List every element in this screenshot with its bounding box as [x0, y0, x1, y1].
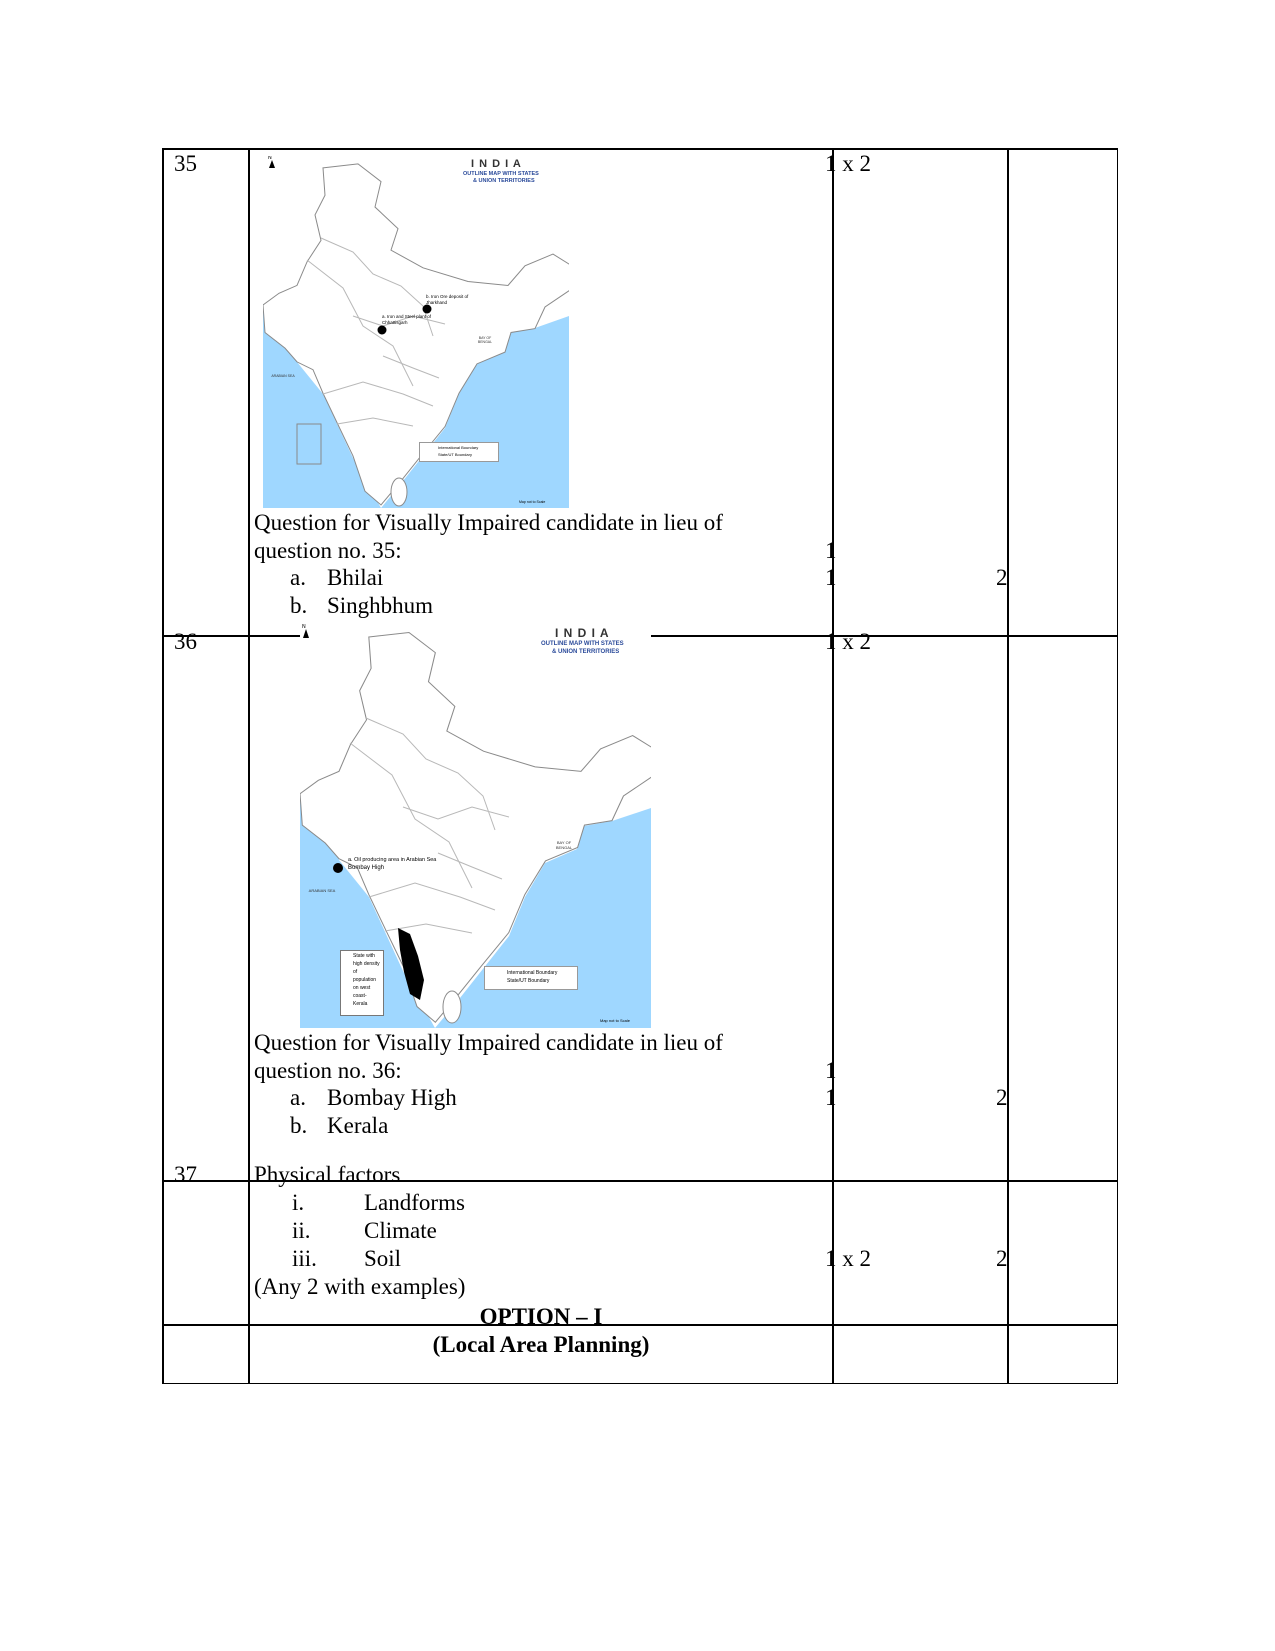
answer-text: Kerala [327, 1113, 389, 1138]
total-marks: 2 [996, 1085, 1008, 1110]
table-border-left [162, 148, 164, 1384]
box-line: of [353, 969, 358, 975]
factor-label: ii. [292, 1218, 311, 1243]
scale-note: Map not to Scale [600, 1018, 631, 1023]
factor-text: Soil [364, 1246, 402, 1271]
marker-a-label-1: a. Iron and Steel plant of [382, 314, 432, 319]
box-line: coast- [353, 993, 367, 999]
table-border-bottom [162, 1383, 1118, 1385]
legend-international: International Boundary [507, 970, 558, 976]
map-legend [419, 442, 499, 462]
vi-question-line1: Question for Visually Impaired candidate in lieu of [254, 510, 723, 535]
answer-label: a. [290, 1085, 306, 1110]
svg-text:N: N [268, 156, 272, 161]
factor-label: iii. [292, 1246, 317, 1271]
answer-text: Bombay High [327, 1085, 457, 1110]
total-marks: 2 [996, 1246, 1008, 1271]
box-line: State with [353, 953, 375, 959]
box-line: population [353, 977, 377, 983]
factor-text: Climate [364, 1218, 437, 1243]
map-legend [484, 966, 578, 990]
question-number: 36 [174, 629, 197, 654]
marker-a-dot [378, 326, 387, 335]
answer-label: b. [290, 1113, 308, 1138]
map-subtitle-1: OUTLINE MAP WITH STATES [541, 641, 624, 647]
sea-label-west: ARABIAN SEA [308, 888, 336, 893]
factor-text: Landforms [364, 1190, 465, 1215]
answer-label: b. [290, 593, 308, 618]
mark-value: 1 [825, 565, 837, 590]
map-title: I N D I A [471, 158, 522, 170]
box-line: high density [353, 961, 380, 967]
map-subtitle-2: & UNION TERRITORIES [473, 178, 535, 184]
marker-b-dot [423, 305, 432, 314]
column-divider-1 [248, 148, 250, 1384]
marks-header: 1 x 2 [825, 151, 871, 176]
mark-value: 1 [825, 1085, 837, 1110]
vi-question-line2: question no. 36: [254, 1058, 402, 1083]
question-number: 35 [174, 151, 197, 176]
factors-note: (Any 2 with examples) [254, 1274, 466, 1299]
sea-label-east: BAY OF BENGAL [555, 840, 573, 850]
factor-label: i. [292, 1190, 305, 1215]
legend-state: State/UT Boundary [438, 452, 472, 457]
sri-lanka-shape [391, 478, 407, 506]
sea-label-west: ARABIAN SEA [271, 374, 295, 378]
marker-a-label-2: Chhattisgarh [382, 320, 408, 325]
mark-value: 1 [825, 1058, 837, 1083]
option-title: OPTION – I [479, 1304, 603, 1329]
marker-b-label-2: Jharkhand [426, 300, 448, 305]
marker-a-label-1: a. Oil producing area in Arabian Sea [348, 857, 437, 863]
marks-header: 1 x 2 [825, 1246, 871, 1271]
map-subtitle-2: & UNION TERRITORIES [552, 649, 620, 655]
column-divider-3 [1007, 148, 1009, 1384]
india-map-q35 [263, 156, 569, 510]
sri-lanka-shape [443, 991, 461, 1023]
box-line: Kerala [353, 1001, 368, 1007]
table-border-top [162, 148, 1118, 150]
total-marks: 2 [996, 565, 1008, 590]
marks-header: 1 x 2 [825, 629, 871, 654]
mark-value: 1 [825, 538, 837, 563]
factors-heading: Physical factors [254, 1162, 401, 1187]
vi-question-line1: Question for Visually Impaired candidate in lieu of [254, 1030, 723, 1055]
answer-label: a. [290, 565, 306, 590]
column-divider-2 [832, 148, 834, 1384]
map-subtitle-1: OUTLINE MAP WITH STATES [463, 171, 539, 177]
svg-text:N: N [302, 624, 306, 630]
table-border-right [1117, 148, 1119, 1384]
kerala-note-box [340, 950, 384, 1016]
scale-note: Map not to Scale [519, 500, 546, 504]
india-map-q36 [300, 624, 651, 1030]
marker-b-label-1: b. Iron Ore deposit of [426, 294, 469, 299]
legend-state: State/UT Boundary [507, 978, 550, 984]
answer-text: Singhbhum [327, 593, 434, 618]
marker-a-label-2: Bombay High [348, 865, 385, 871]
sea-label-east: BAY OF BENGAL [477, 336, 493, 344]
question-number: 37 [174, 1162, 197, 1187]
answer-text: Bhilai [327, 565, 384, 590]
box-line: on west [353, 985, 371, 991]
legend-international: International Boundary [438, 445, 479, 450]
vi-question-line2: question no. 35: [254, 538, 402, 563]
map-title: I N D I A [555, 626, 610, 640]
marker-a-dot [333, 863, 343, 873]
option-subtitle: (Local Area Planning) [432, 1332, 650, 1357]
